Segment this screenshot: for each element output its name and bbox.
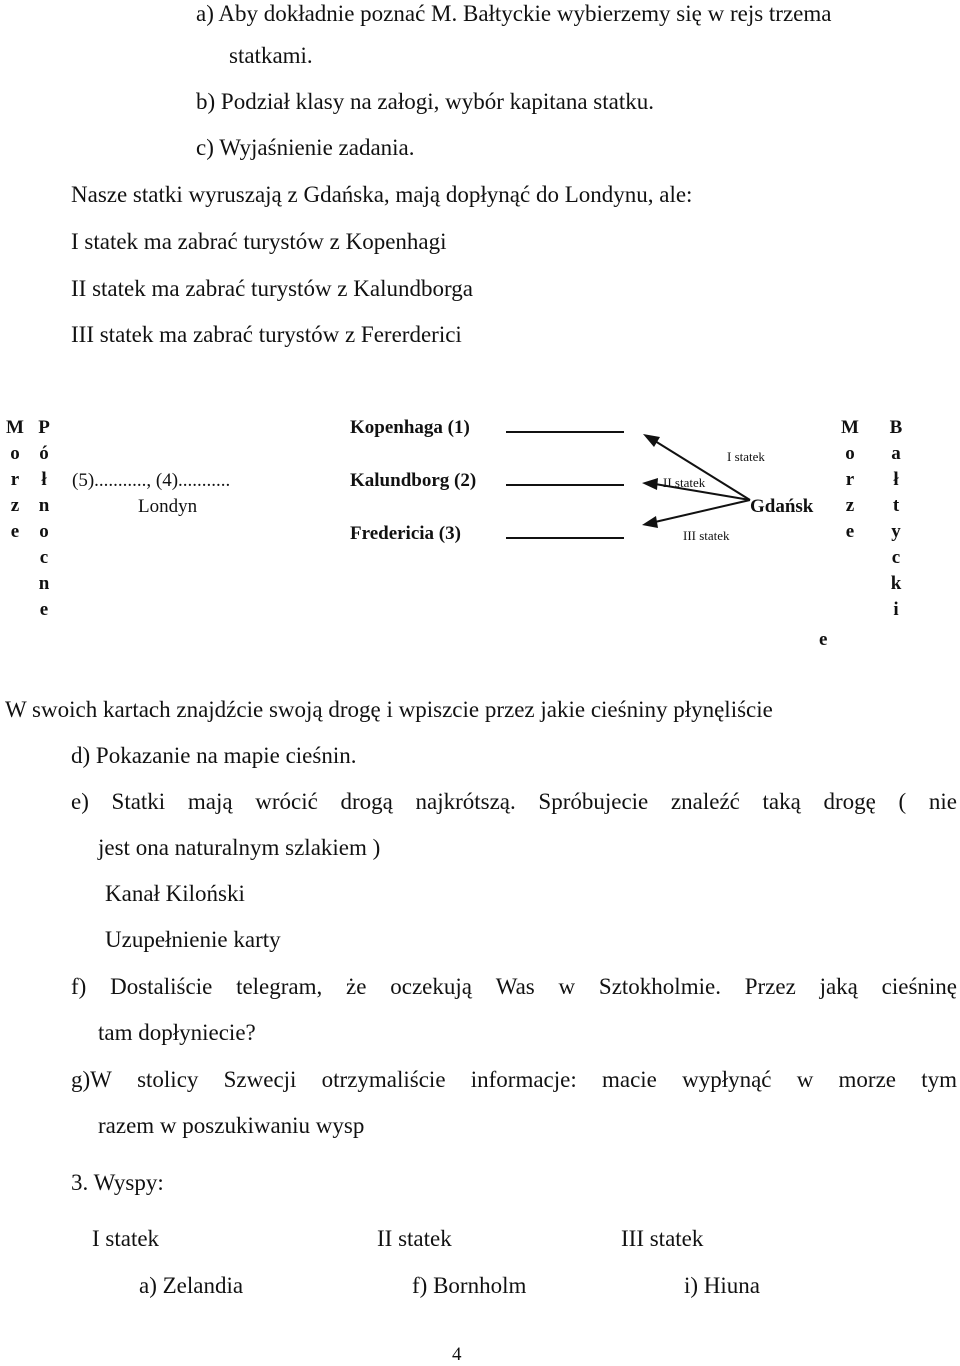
gdansk-label: Gdańsk [750, 496, 814, 517]
task-g: g)W stolicy Szwecji otrzymaliście informacje: macie wypłynąć w morze tym [71, 1067, 957, 1092]
island-2: f) Bornholm [412, 1273, 527, 1298]
item-c: c) Wyjaśnienie zadania. [196, 135, 415, 160]
arrowhead-2 [642, 478, 658, 490]
task-f: f) Dostaliście telegram, że oczekują Was w Sztokholmie. Przez jaką cieśninę [71, 974, 957, 999]
fill-in-blanks: (5)..........., (4)........... [72, 470, 231, 491]
ship-header-2: II statek [377, 1226, 452, 1251]
ship-2-label: II statek [663, 475, 706, 490]
task-e-continuation: jest ona naturalnym szlakiem ) [98, 835, 381, 860]
ship-3-label: III statek [683, 528, 730, 543]
task-d: d) Pokazanie na mapie cieśnin. [71, 743, 357, 768]
ship-header-1: I statek [92, 1226, 160, 1251]
item-a-continuation: statkami. [229, 43, 313, 68]
londyn-label: Londyn [138, 496, 198, 517]
task-w: W swoich kartach znajdźcie swoją drogę i wpiszcie przez jakie cieśniny płynęliście [5, 697, 773, 722]
arrowhead-3 [642, 516, 658, 528]
island-3: i) Hiuna [684, 1273, 761, 1298]
task-g-continuation: razem w poszukiwaniu wysp [98, 1113, 365, 1138]
task-e: e) Statki mają wrócić drogą najkrótszą. Spróbujecie znaleźć taką drogę ( nie [71, 789, 957, 814]
uzupelnienie-line: Uzupełnienie karty [105, 927, 281, 952]
right-sea-label: M o r z e [841, 417, 859, 542]
left-north-label: P ó ł n o c n e [38, 417, 50, 620]
kalundborg-label: Kalundborg (2) [350, 470, 477, 491]
intro-line-2: I statek ma zabrać turystów z Kopenhagi [71, 229, 447, 254]
ship-1-label: I statek [727, 449, 765, 464]
page-number: 4 [452, 1344, 462, 1365]
item-b: b) Podział klasy na załogi, wybór kapitana statku. [196, 89, 654, 114]
intro-line-4: III statek ma zabrać turystów z Fererderici [71, 322, 462, 347]
route-arrow-3 [655, 500, 750, 522]
item-a: a) Aby dokładnie poznać M. Bałtyckie wybierzemy się w rejs trzema [196, 1, 832, 26]
task-f-continuation: tam dopłyniecie? [98, 1020, 256, 1045]
intro-line-1: Nasze statki wyruszają z Gdańska, mają dopłynąć do Londynu, ale: [71, 182, 693, 207]
ship-header-3: III statek [621, 1226, 704, 1251]
kanal-line: Kanał Kiloński [105, 881, 245, 906]
island-1: a) Zelandia [139, 1273, 244, 1298]
stray-letter: e [819, 629, 828, 650]
intro-line-3: II statek ma zabrać turystów z Kalundborga [71, 276, 473, 301]
arrowhead-1 [643, 434, 660, 447]
section-3-heading: 3. Wyspy: [71, 1170, 164, 1195]
left-sea-label: M o r z e [6, 417, 24, 542]
fredericia-label: Fredericia (3) [350, 523, 461, 544]
kopenhaga-label: Kopenhaga (1) [350, 417, 470, 438]
right-baltic-label: B a ł t y c k i [889, 417, 903, 620]
